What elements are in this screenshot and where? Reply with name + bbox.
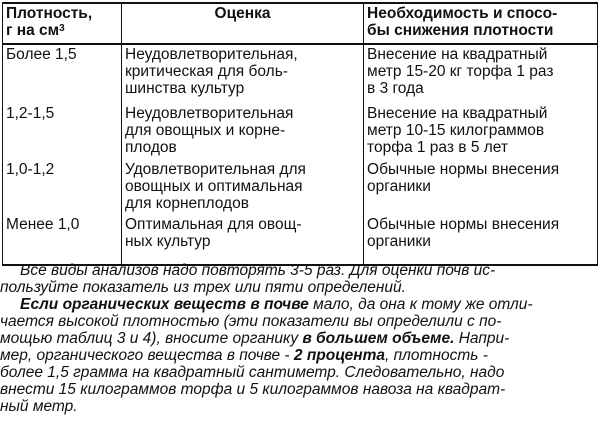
cell-rating-line: овощных и оптимальная (125, 178, 303, 195)
cell-action-line: в 3 года (367, 80, 424, 97)
paragraph-repeat-analysis (0, 262, 600, 296)
table-row (3, 44, 598, 104)
header-density-unit-sup: 3 (59, 23, 65, 34)
header-density-line1: Плотность, (6, 5, 93, 22)
paragraph-text: мощью таблиц 3 и 4), вносите органику (0, 330, 303, 347)
cell-rating (122, 104, 364, 160)
cell-action-line: Внесение на квадратный (367, 105, 548, 122)
emphasis-text: в большем объеме. (302, 330, 455, 347)
table-row (3, 160, 598, 215)
cell-density: Менее 1,0 (3, 215, 122, 265)
cell-density: 1,0-1,2 (3, 160, 122, 215)
cell-action-line: органики (367, 178, 431, 195)
cell-density: 1,2-1,5 (3, 104, 122, 160)
cell-action-line: органики (367, 233, 431, 250)
cell-action (364, 160, 598, 215)
paragraph-line (0, 330, 600, 347)
cell-action-line: Обычные нормы внесения (367, 161, 560, 178)
header-need-line1: Необходимость и спосо- (367, 5, 558, 22)
header-density-line2: г на см (6, 22, 60, 39)
cell-action-line: метр 10-15 килограммов (367, 122, 545, 139)
cell-rating (122, 44, 364, 104)
emphasis-text: 2 процента (293, 347, 386, 364)
table-row (3, 215, 598, 265)
soil-density-table (2, 2, 598, 266)
cell-action (364, 104, 598, 160)
cell-action (364, 215, 598, 265)
cell-rating-line: плодов (125, 139, 177, 156)
cell-action-line: Обычные нормы внесения (367, 216, 560, 233)
table-header-row (3, 3, 598, 44)
paragraph-line (0, 347, 600, 364)
cell-action-line: торфа 1 раз в 5 лет (367, 139, 508, 156)
paragraph-line: чается высокой плотностью (эти показатели вы определили с по- (0, 313, 502, 330)
paragraph-line: внести 15 килограммов торфа и 5 килограммов навоза на квадрат- (0, 381, 506, 398)
cell-rating-line: Неудовлетворительная, (125, 46, 298, 63)
table-row (3, 104, 598, 160)
cell-action-line: метр 15-20 кг торфа 1 раз (367, 63, 554, 80)
paragraph-organic-example (0, 296, 600, 415)
header-need-line2: бы снижения плотности (367, 22, 554, 39)
cell-rating-line: Оптимальная для овощ- (125, 216, 302, 233)
paragraph-line (0, 262, 600, 279)
cell-rating-line: шинства культур (125, 80, 245, 97)
cell-rating-line: для корнеплодов (125, 195, 249, 212)
paragraph-text: , плотность - (385, 347, 488, 364)
paragraph-text: Все виды анализов надо повторять 3-5 раз. Для оценки почв ис- (20, 262, 496, 279)
paragraph-text: Напри- (454, 330, 510, 347)
cell-rating-line: ных культур (125, 233, 211, 250)
paragraph-line (0, 296, 600, 313)
cell-rating-line: Неудовлетворительная (125, 105, 294, 122)
paragraph-text: мер, органического вещества в почве - (0, 347, 294, 364)
cell-density: Более 1,5 (3, 44, 122, 104)
cell-rating-line: Удовлетворительная для (125, 161, 306, 178)
cell-rating (122, 160, 364, 215)
cell-action-line: Внесение на квадратный (367, 46, 548, 63)
cell-rating (122, 215, 364, 265)
cell-action (364, 44, 598, 104)
cell-rating-line: критическая для боль- (125, 63, 288, 80)
header-density (3, 3, 122, 44)
cell-rating-line: для овощных и корне- (125, 122, 286, 139)
paragraph-line: более 1,5 грамма на квадратный сантиметр. Следовательно, надо (0, 364, 505, 381)
header-rating: Оценка (122, 3, 364, 44)
paragraph-line: ный метр. (0, 398, 78, 415)
emphasis-text: Если органических веществ в почве (20, 296, 309, 313)
paragraph-text: мало, да она к тому же отли- (308, 296, 533, 313)
header-need (364, 3, 598, 44)
paragraph-line: пользуйте показатель из трех или пяти определений. (0, 279, 406, 296)
